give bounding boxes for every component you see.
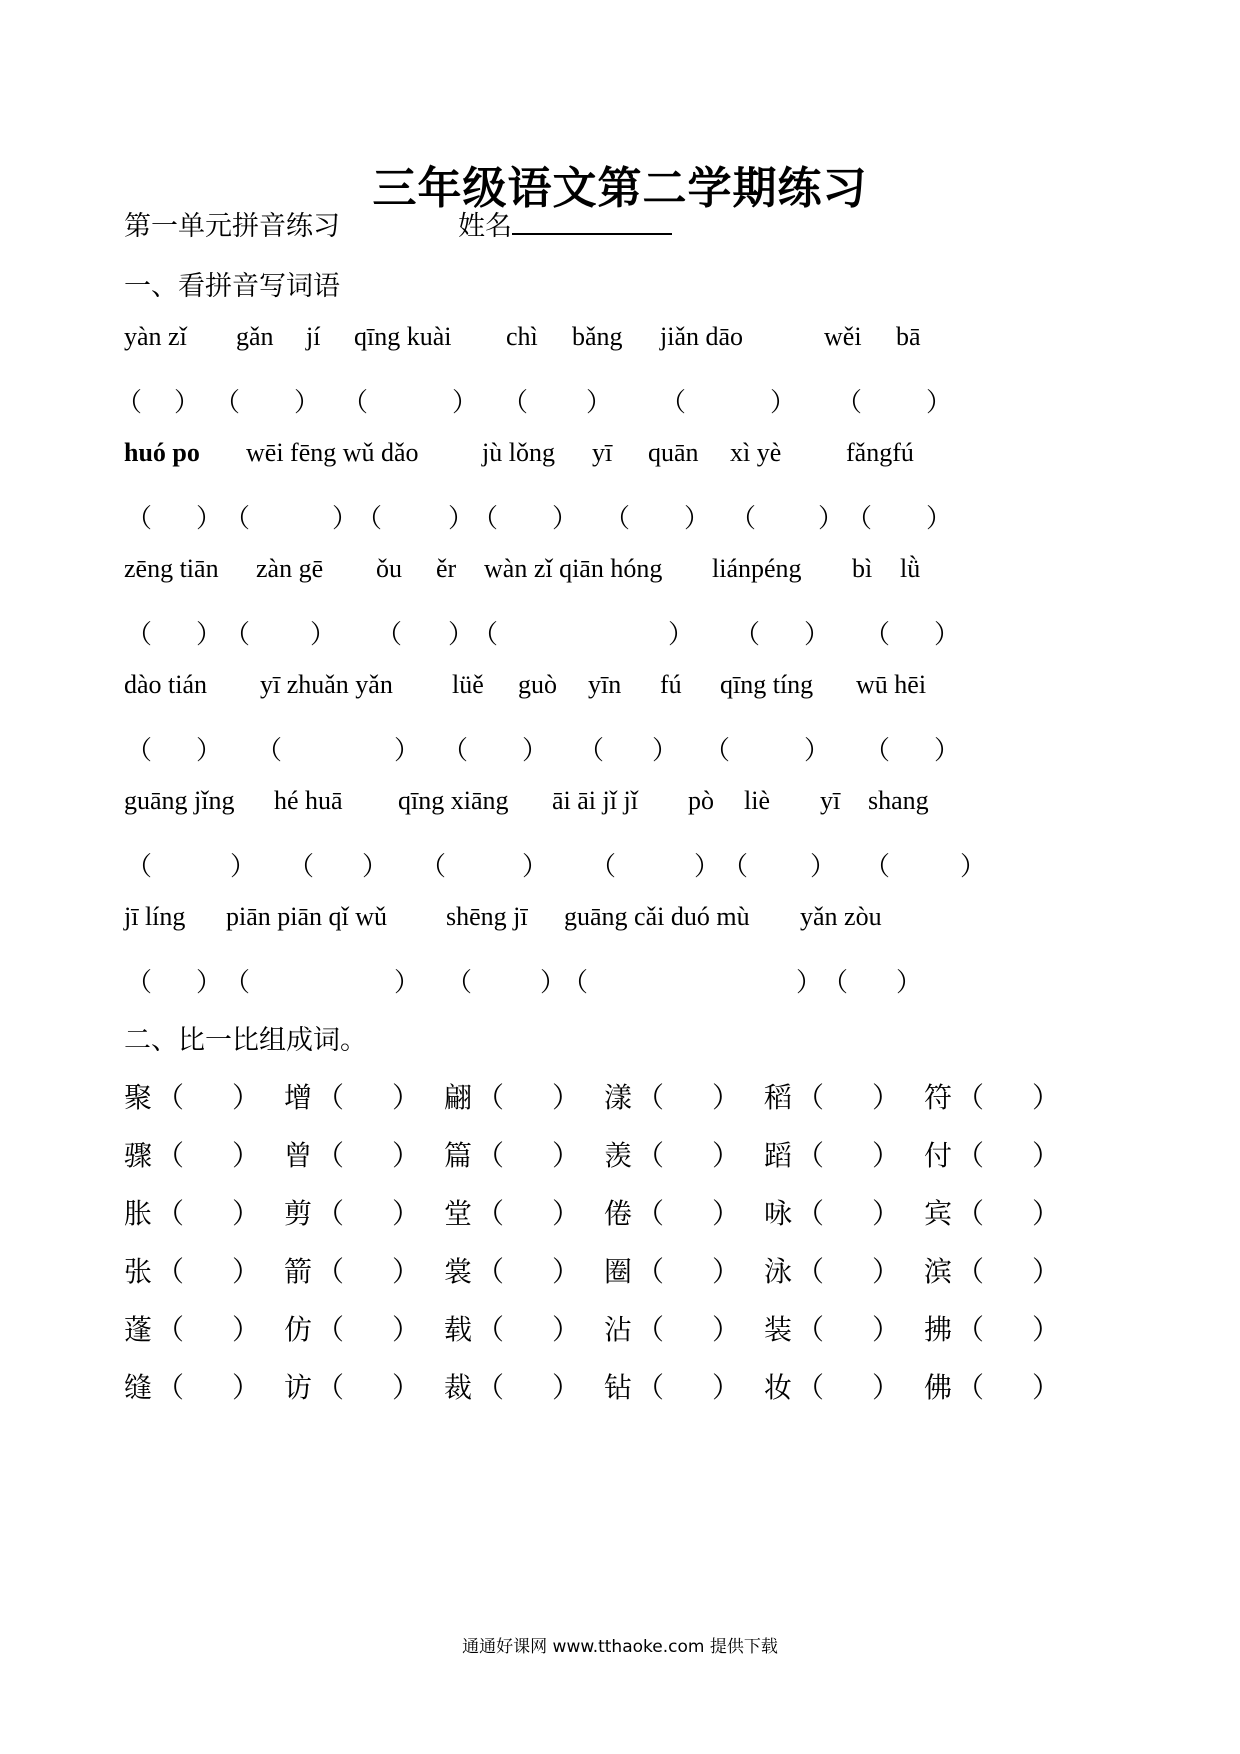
paren-open: （ xyxy=(864,852,891,882)
paren-open: （ xyxy=(590,852,617,882)
paren-close: ） xyxy=(552,1313,581,1346)
pinyin-item: liè xyxy=(744,786,770,815)
paren-close: ） xyxy=(712,1313,741,1346)
paren-open: （ xyxy=(156,1255,185,1288)
char-item: 裳 xyxy=(444,1255,473,1288)
paren-open: （ xyxy=(116,388,143,418)
answer-row-1 xyxy=(0,382,1240,422)
paren-close: ） xyxy=(684,504,711,534)
pinyin-item: dào tián xyxy=(124,670,208,699)
pinyin-item: shang xyxy=(868,786,929,815)
paren-open: （ xyxy=(604,504,631,534)
paren-close: ） xyxy=(540,968,567,998)
char-item: 胀 xyxy=(124,1197,153,1230)
paren-close: ） xyxy=(1032,1081,1061,1114)
paren-open: （ xyxy=(796,1081,825,1114)
pinyin-item: hé huā xyxy=(274,786,343,815)
paren-close: ） xyxy=(872,1197,901,1230)
paren-open: （ xyxy=(956,1197,985,1230)
paren-close: ） xyxy=(712,1139,741,1172)
char-item: 装 xyxy=(764,1313,793,1346)
footer-source: 通通好课网 www.tthaoke.com 提供下载 xyxy=(462,1637,778,1657)
paren-close: ） xyxy=(926,388,953,418)
paren-close: ） xyxy=(694,852,721,882)
pinyin-item: yǎn zòu xyxy=(800,902,882,931)
paren-open: （ xyxy=(704,736,731,766)
paren-close: ） xyxy=(394,968,421,998)
paren-close: ） xyxy=(522,852,549,882)
char-item: 仿 xyxy=(284,1313,313,1346)
paren-close: ） xyxy=(872,1313,901,1346)
pinyin-item: wū hēi xyxy=(856,670,927,699)
paren-close: ） xyxy=(232,1197,261,1230)
pinyin-item: qīng xiāng xyxy=(398,786,509,815)
paren-open: （ xyxy=(476,1139,505,1172)
pinyin-item: bā xyxy=(896,322,921,351)
paren-close: ） xyxy=(1032,1371,1061,1404)
paren-close: ） xyxy=(1032,1313,1061,1346)
paren-open: （ xyxy=(636,1081,665,1114)
paren-open: （ xyxy=(342,388,369,418)
paren-close: ） xyxy=(310,620,337,650)
paren-close: ） xyxy=(712,1371,741,1404)
paren-open: （ xyxy=(636,1139,665,1172)
paren-open: （ xyxy=(796,1139,825,1172)
paren-close: ） xyxy=(174,388,201,418)
paren-close: ） xyxy=(552,1255,581,1288)
section-1-title: 一、看拼音写词语 xyxy=(124,271,340,302)
paren-open: （ xyxy=(442,736,469,766)
paren-open: （ xyxy=(660,388,687,418)
pinyin-item: chì xyxy=(506,322,538,351)
pinyin-item: fú xyxy=(660,670,682,699)
char-item: 堂 xyxy=(444,1197,473,1230)
paren-open: （ xyxy=(156,1139,185,1172)
pinyin-item: guāng jǐng xyxy=(124,786,235,815)
paren-open: （ xyxy=(562,968,589,998)
char-row-3 xyxy=(0,1192,1240,1232)
pinyin-item: guò xyxy=(518,670,557,699)
paren-open: （ xyxy=(156,1197,185,1230)
char-item: 稻 xyxy=(764,1081,793,1114)
paren-close: ） xyxy=(230,852,257,882)
paren-open: （ xyxy=(288,852,315,882)
char-item: 张 xyxy=(124,1255,153,1288)
answer-row-3 xyxy=(0,614,1240,654)
char-item: 漾 xyxy=(604,1081,633,1114)
paren-open: （ xyxy=(734,620,761,650)
paren-open: （ xyxy=(796,1197,825,1230)
paren-open: （ xyxy=(636,1255,665,1288)
pinyin-item: ěr xyxy=(436,554,457,583)
section-2-title: 二、比一比组成词。 xyxy=(124,1025,367,1056)
paren-close: ） xyxy=(232,1081,261,1114)
pinyin-item: shēng jī xyxy=(446,902,528,931)
paren-open: （ xyxy=(578,736,605,766)
paren-close: ） xyxy=(872,1371,901,1404)
paren-close: ） xyxy=(392,1081,421,1114)
paren-close: ） xyxy=(872,1255,901,1288)
paren-open: （ xyxy=(446,968,473,998)
paren-close: ） xyxy=(960,852,987,882)
char-item: 曾 xyxy=(284,1139,313,1172)
paren-open: （ xyxy=(476,1197,505,1230)
paren-close: ） xyxy=(804,620,831,650)
paren-close: ） xyxy=(232,1139,261,1172)
name-blank-line[interactable] xyxy=(512,209,672,235)
paren-open: （ xyxy=(156,1313,185,1346)
pinyin-item: wěi xyxy=(824,322,862,351)
paren-open: （ xyxy=(316,1313,345,1346)
paren-open: （ xyxy=(356,504,383,534)
char-item: 裁 xyxy=(444,1371,473,1404)
paren-open: （ xyxy=(224,504,251,534)
paren-close: ） xyxy=(896,968,923,998)
paren-close: ） xyxy=(872,1081,901,1114)
pinyin-item: yīn xyxy=(588,670,622,699)
char-item: 倦 xyxy=(604,1197,633,1230)
paren-close: ） xyxy=(392,1139,421,1172)
answer-row-5 xyxy=(0,846,1240,886)
char-row-5 xyxy=(0,1308,1240,1348)
char-item: 篇 xyxy=(444,1139,473,1172)
paren-close: ） xyxy=(392,1197,421,1230)
paren-close: ） xyxy=(294,388,321,418)
paren-close: ） xyxy=(804,736,831,766)
paren-close: ） xyxy=(392,1371,421,1404)
paren-open: （ xyxy=(636,1197,665,1230)
pinyin-item: yī xyxy=(592,438,613,467)
paren-close: ） xyxy=(810,852,837,882)
char-row-6 xyxy=(0,1366,1240,1406)
char-item: 载 xyxy=(444,1313,473,1346)
pinyin-item: jí xyxy=(306,322,321,351)
paren-open: （ xyxy=(636,1371,665,1404)
paren-open: （ xyxy=(316,1197,345,1230)
paren-open: （ xyxy=(126,852,153,882)
paren-close: ） xyxy=(712,1081,741,1114)
paren-close: ） xyxy=(552,1139,581,1172)
paren-close: ） xyxy=(796,968,823,998)
pinyin-item: yàn zǐ xyxy=(124,322,187,351)
char-item: 羡 xyxy=(604,1139,633,1172)
paren-close: ） xyxy=(934,620,961,650)
unit-label: 第一单元拼音练习 xyxy=(124,211,340,242)
paren-close: ） xyxy=(1032,1139,1061,1172)
paren-open: （ xyxy=(836,388,863,418)
pinyin-item: qīng kuài xyxy=(354,322,452,351)
paren-open: （ xyxy=(476,1371,505,1404)
paren-open: （ xyxy=(636,1313,665,1346)
char-item: 缝 xyxy=(124,1371,153,1404)
paren-open: （ xyxy=(126,968,153,998)
paren-open: （ xyxy=(126,620,153,650)
paren-close: ） xyxy=(934,736,961,766)
pinyin-item: wàn zǐ qiān hóng xyxy=(484,554,663,583)
paren-open: （ xyxy=(956,1081,985,1114)
pinyin-item: liánpéng xyxy=(712,554,802,583)
paren-open: （ xyxy=(316,1371,345,1404)
paren-open: （ xyxy=(316,1139,345,1172)
paren-open: （ xyxy=(126,504,153,534)
paren-close: ） xyxy=(872,1139,901,1172)
paren-open: （ xyxy=(376,620,403,650)
paren-open: （ xyxy=(730,504,757,534)
paren-close: ） xyxy=(196,736,223,766)
paren-open: （ xyxy=(224,968,251,998)
answer-row-6 xyxy=(0,962,1240,1002)
paren-close: ） xyxy=(552,1197,581,1230)
paren-close: ） xyxy=(448,504,475,534)
paren-close: ） xyxy=(818,504,845,534)
char-item: 佛 xyxy=(924,1371,953,1404)
paren-open: （ xyxy=(864,736,891,766)
paren-open: （ xyxy=(156,1081,185,1114)
paren-open: （ xyxy=(126,736,153,766)
paren-close: ） xyxy=(232,1313,261,1346)
paren-close: ） xyxy=(392,1255,421,1288)
paren-open: （ xyxy=(722,852,749,882)
char-item: 圈 xyxy=(604,1255,633,1288)
pinyin-item: guāng cǎi duó mù xyxy=(564,902,750,931)
pinyin-item: qīng tíng xyxy=(720,670,814,699)
char-item: 访 xyxy=(284,1371,313,1404)
pinyin-item: zàn gē xyxy=(256,554,324,583)
paren-open: （ xyxy=(472,504,499,534)
pinyin-item: jù lǒng xyxy=(482,438,555,467)
paren-close: ） xyxy=(522,736,549,766)
paren-close: ） xyxy=(586,388,613,418)
pinyin-item: yī xyxy=(820,786,841,815)
paren-close: ） xyxy=(196,504,223,534)
name-field[interactable] xyxy=(458,204,672,243)
char-row-2 xyxy=(0,1134,1240,1174)
paren-close: ） xyxy=(552,504,579,534)
paren-open: （ xyxy=(420,852,447,882)
char-item: 箭 xyxy=(284,1255,313,1288)
char-item: 咏 xyxy=(764,1197,793,1230)
paren-close: ） xyxy=(196,968,223,998)
paren-open: （ xyxy=(476,1081,505,1114)
paren-close: ） xyxy=(552,1371,581,1404)
pinyin-item: quān xyxy=(648,438,699,467)
paren-open: （ xyxy=(864,620,891,650)
char-item: 滨 xyxy=(924,1255,953,1288)
char-item: 拂 xyxy=(924,1313,953,1346)
paren-open: （ xyxy=(256,736,283,766)
paren-close: ） xyxy=(652,736,679,766)
pinyin-item: huó po xyxy=(124,438,200,467)
paren-open: （ xyxy=(956,1139,985,1172)
char-item: 符 xyxy=(924,1081,953,1114)
paren-open: （ xyxy=(476,1255,505,1288)
paren-close: ） xyxy=(668,620,695,650)
char-item: 妆 xyxy=(764,1371,793,1404)
char-item: 骤 xyxy=(124,1139,153,1172)
paren-close: ） xyxy=(552,1081,581,1114)
paren-close: ） xyxy=(712,1255,741,1288)
paren-close: ） xyxy=(232,1255,261,1288)
char-item: 聚 xyxy=(124,1081,153,1114)
pinyin-item: zēng tiān xyxy=(124,554,219,583)
paren-open: （ xyxy=(214,388,241,418)
paren-open: （ xyxy=(956,1255,985,1288)
pinyin-item: ǒu xyxy=(376,554,402,583)
pinyin-item: bì xyxy=(852,554,873,583)
paren-open: （ xyxy=(846,504,873,534)
pinyin-item: jiǎn dāo xyxy=(660,322,744,351)
paren-close: ） xyxy=(1032,1255,1061,1288)
pinyin-item: lǜ xyxy=(900,554,921,583)
pinyin-item: jī líng xyxy=(124,902,186,931)
char-row-1 xyxy=(0,1076,1240,1116)
pinyin-item: āi āi jǐ jǐ xyxy=(552,786,638,815)
name-label: 姓名 xyxy=(458,211,512,242)
char-item: 泳 xyxy=(764,1255,793,1288)
page-title: 三年级语文第二学期练习 xyxy=(372,163,868,214)
paren-open: （ xyxy=(224,620,251,650)
pinyin-item: bǎng xyxy=(572,322,623,351)
pinyin-item: wēi fēng wǔ dǎo xyxy=(246,438,419,467)
pinyin-item: fǎngfú xyxy=(846,438,914,467)
paren-open: （ xyxy=(822,968,849,998)
pinyin-item: lüě xyxy=(452,670,484,699)
char-item: 增 xyxy=(284,1081,313,1114)
char-item: 付 xyxy=(924,1139,953,1172)
answer-row-4 xyxy=(0,730,1240,770)
paren-open: （ xyxy=(316,1255,345,1288)
paren-close: ） xyxy=(362,852,389,882)
char-item: 蓬 xyxy=(124,1313,153,1346)
paren-open: （ xyxy=(956,1313,985,1346)
paren-close: ） xyxy=(232,1371,261,1404)
paren-close: ） xyxy=(392,1313,421,1346)
char-item: 沾 xyxy=(604,1313,633,1346)
pinyin-item: yī zhuǎn yǎn xyxy=(260,670,393,699)
char-row-4 xyxy=(0,1250,1240,1290)
paren-close: ） xyxy=(394,736,421,766)
answer-row-2 xyxy=(0,498,1240,538)
paren-close: ） xyxy=(712,1197,741,1230)
char-item: 宾 xyxy=(924,1197,953,1230)
paren-open: （ xyxy=(316,1081,345,1114)
paren-open: （ xyxy=(156,1371,185,1404)
paren-close: ） xyxy=(196,620,223,650)
paren-open: （ xyxy=(502,388,529,418)
paren-close: ） xyxy=(926,504,953,534)
char-item: 蹈 xyxy=(764,1139,793,1172)
char-item: 钻 xyxy=(604,1371,633,1404)
paren-open: （ xyxy=(472,620,499,650)
paren-close: ） xyxy=(332,504,359,534)
paren-close: ） xyxy=(770,388,797,418)
paren-open: （ xyxy=(796,1371,825,1404)
paren-open: （ xyxy=(796,1313,825,1346)
paren-close: ） xyxy=(452,388,479,418)
pinyin-item: gǎn xyxy=(236,322,274,351)
pinyin-item: pò xyxy=(688,786,714,815)
char-item: 翩 xyxy=(444,1081,473,1114)
paren-close: ） xyxy=(1032,1197,1061,1230)
paren-close: ） xyxy=(448,620,475,650)
char-item: 剪 xyxy=(284,1197,313,1230)
paren-open: （ xyxy=(476,1313,505,1346)
paren-open: （ xyxy=(796,1255,825,1288)
paren-open: （ xyxy=(956,1371,985,1404)
pinyin-item: piān piān qǐ wǔ xyxy=(226,902,388,931)
pinyin-item: xì yè xyxy=(730,438,782,467)
